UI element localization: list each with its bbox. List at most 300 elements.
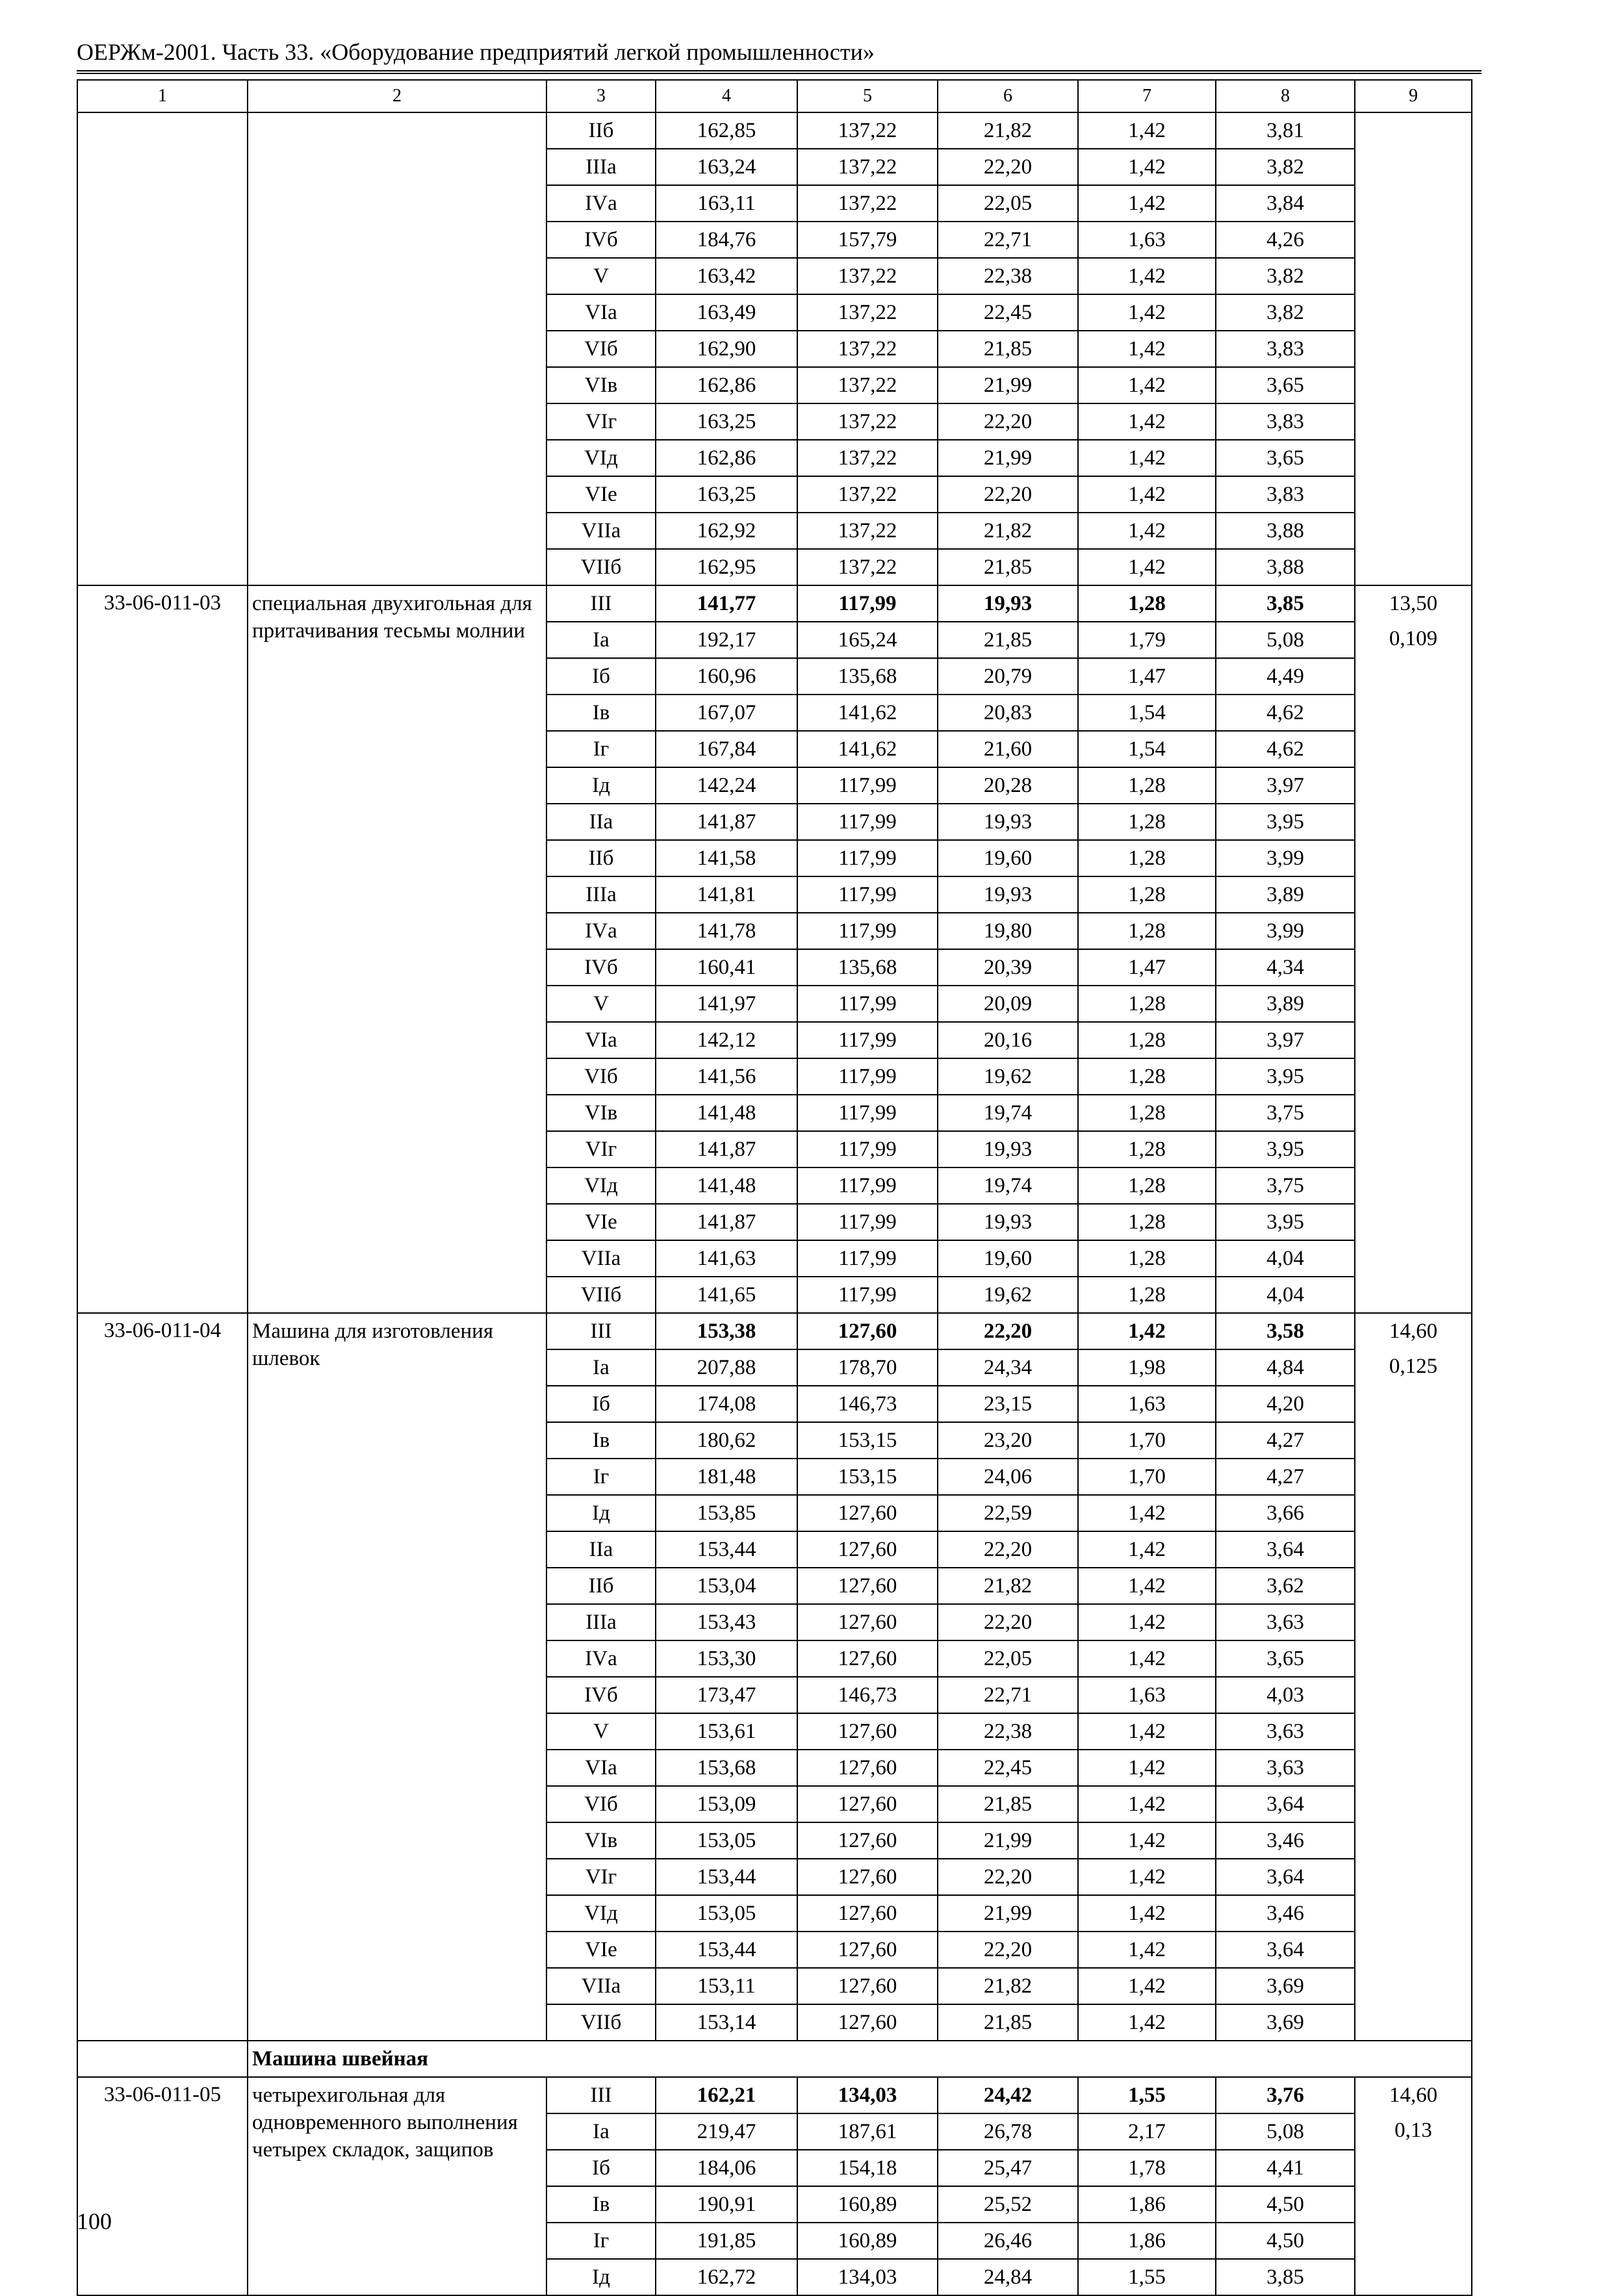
- value-cell: 160,96: [656, 658, 797, 695]
- value-cell: 1,28: [1078, 1240, 1216, 1277]
- value-cell: 1,42: [1078, 112, 1216, 149]
- value-cell: 1,42: [1078, 1713, 1216, 1750]
- value-cell: 141,97: [656, 986, 797, 1022]
- value-cell: 23,20: [938, 1422, 1078, 1459]
- value-cell: 3,64: [1216, 1932, 1355, 1968]
- zone-cell: VIе: [546, 1932, 656, 1968]
- value-cell: 1,63: [1078, 1386, 1216, 1422]
- value-cell: 4,27: [1216, 1459, 1355, 1495]
- value-cell: 127,60: [797, 1859, 938, 1895]
- value-cell: 21,99: [938, 1895, 1078, 1932]
- value-cell: 20,79: [938, 658, 1078, 695]
- position-code: [77, 112, 248, 585]
- value-cell: 1,47: [1078, 949, 1216, 986]
- value-cell: 3,97: [1216, 1022, 1355, 1058]
- value-cell: 3,64: [1216, 1859, 1355, 1895]
- value-cell: 4,50: [1216, 2186, 1355, 2223]
- value-cell: 3,82: [1216, 294, 1355, 331]
- value-cell: 3,83: [1216, 403, 1355, 440]
- value-cell: 4,04: [1216, 1277, 1355, 1313]
- value-cell: 21,99: [938, 440, 1078, 476]
- value-cell: 3,89: [1216, 986, 1355, 1022]
- value-cell: 117,99: [797, 1204, 938, 1240]
- value-cell: 1,42: [1078, 513, 1216, 549]
- value-cell: 1,28: [1078, 1095, 1216, 1131]
- value-cell: 3,69: [1216, 1968, 1355, 2004]
- value-cell: 1,42: [1078, 1531, 1216, 1568]
- value-cell: 184,76: [656, 222, 797, 258]
- value-cell: 22,05: [938, 185, 1078, 222]
- value-cell: 19,62: [938, 1277, 1078, 1313]
- position-code: 33-06-011-03: [77, 585, 248, 1313]
- value-cell: 137,22: [797, 331, 938, 367]
- value-cell: 127,60: [797, 1822, 938, 1859]
- value-cell: 153,14: [656, 2004, 797, 2041]
- value-cell: 153,61: [656, 1713, 797, 1750]
- value-cell: 3,95: [1216, 1131, 1355, 1167]
- value-cell: 127,60: [797, 1932, 938, 1968]
- value-cell: 141,87: [656, 1204, 797, 1240]
- column-number: 4: [656, 80, 797, 112]
- value-cell: 3,99: [1216, 840, 1355, 876]
- value-cell: 4,04: [1216, 1240, 1355, 1277]
- value-cell: 1,70: [1078, 1459, 1216, 1495]
- value-cell: 1,42: [1078, 331, 1216, 367]
- zone-cell: Iг: [546, 1459, 656, 1495]
- value-cell: 19,93: [938, 585, 1078, 622]
- value-cell: 25,47: [938, 2150, 1078, 2186]
- value-cell: 4,03: [1216, 1677, 1355, 1713]
- value-cell: 162,85: [656, 112, 797, 149]
- value-cell: 162,86: [656, 367, 797, 403]
- value-cell: 20,39: [938, 949, 1078, 986]
- value-cell: 22,20: [938, 1932, 1078, 1968]
- value-cell: 4,20: [1216, 1386, 1355, 1422]
- zone-cell: VIIа: [546, 513, 656, 549]
- zone-cell: VIб: [546, 1058, 656, 1095]
- rates-table: [77, 79, 1472, 2296]
- column-number: 8: [1216, 80, 1355, 112]
- zone-cell: VIг: [546, 1859, 656, 1895]
- value-cell: 141,48: [656, 1167, 797, 1204]
- value-cell: 153,15: [797, 1422, 938, 1459]
- zone-cell: III: [546, 2077, 656, 2113]
- zone-cell: IIIа: [546, 876, 656, 913]
- value-cell: 3,82: [1216, 149, 1355, 185]
- value-cell: 137,22: [797, 294, 938, 331]
- value-cell: 3,62: [1216, 1568, 1355, 1604]
- value-cell: 1,42: [1078, 1640, 1216, 1677]
- zone-cell: Iа: [546, 622, 656, 658]
- zone-cell: IIIа: [546, 149, 656, 185]
- value-cell: 163,42: [656, 258, 797, 294]
- value-cell: 160,89: [797, 2186, 938, 2223]
- position-name: четырехигольная для одновременного выполнения четырех складок, защипов: [248, 2077, 546, 2295]
- value-cell: 1,63: [1078, 1677, 1216, 1713]
- resource-note-value: 14,60: [1389, 1320, 1438, 1343]
- document-header: ОЕРЖм-2001. Часть 33. «Оборудование предприятий легкой промышленности»: [77, 39, 875, 65]
- value-cell: 21,85: [938, 549, 1078, 585]
- value-cell: 1,42: [1078, 149, 1216, 185]
- value-cell: 153,44: [656, 1932, 797, 1968]
- value-cell: 3,89: [1216, 876, 1355, 913]
- resource-note-value: 0,13: [1394, 2119, 1432, 2142]
- zone-cell: Iг: [546, 731, 656, 767]
- value-cell: 1,42: [1078, 1313, 1216, 1349]
- value-cell: 117,99: [797, 876, 938, 913]
- value-cell: 1,42: [1078, 403, 1216, 440]
- zone-cell: VIд: [546, 1895, 656, 1932]
- value-cell: 21,85: [938, 2004, 1078, 2041]
- position-name: специальная двухигольная для притачивания тесьмы молнии: [248, 585, 546, 1313]
- value-cell: 19,60: [938, 840, 1078, 876]
- value-cell: 22,38: [938, 258, 1078, 294]
- value-cell: 153,68: [656, 1750, 797, 1786]
- value-cell: 127,60: [797, 1968, 938, 2004]
- value-cell: 3,88: [1216, 549, 1355, 585]
- column-number: 1: [77, 80, 248, 112]
- value-cell: 1,55: [1078, 2077, 1216, 2113]
- value-cell: 21,99: [938, 1822, 1078, 1859]
- value-cell: 21,82: [938, 1968, 1078, 2004]
- value-cell: 142,24: [656, 767, 797, 804]
- position-code: 33-06-011-04: [77, 1313, 248, 2041]
- value-cell: 4,34: [1216, 949, 1355, 986]
- value-cell: 141,87: [656, 1131, 797, 1167]
- value-cell: 153,38: [656, 1313, 797, 1349]
- value-cell: 3,66: [1216, 1495, 1355, 1531]
- value-cell: 1,28: [1078, 1277, 1216, 1313]
- value-cell: 1,28: [1078, 1167, 1216, 1204]
- value-cell: 19,60: [938, 1240, 1078, 1277]
- value-cell: 1,42: [1078, 367, 1216, 403]
- value-cell: 137,22: [797, 258, 938, 294]
- value-cell: 141,78: [656, 913, 797, 949]
- value-cell: 157,79: [797, 222, 938, 258]
- position-name: [248, 112, 546, 585]
- value-cell: 1,42: [1078, 476, 1216, 513]
- zone-cell: Iб: [546, 1386, 656, 1422]
- value-cell: 141,48: [656, 1095, 797, 1131]
- value-cell: 5,08: [1216, 622, 1355, 658]
- value-cell: 1,28: [1078, 585, 1216, 622]
- value-cell: 1,42: [1078, 1895, 1216, 1932]
- zone-cell: VIд: [546, 1167, 656, 1204]
- table-row: [77, 1313, 1472, 1349]
- value-cell: 21,60: [938, 731, 1078, 767]
- value-cell: 163,25: [656, 476, 797, 513]
- table-row: [77, 2077, 1472, 2113]
- value-cell: 153,11: [656, 1968, 797, 2004]
- value-cell: 1,70: [1078, 1422, 1216, 1459]
- value-cell: 19,74: [938, 1167, 1078, 1204]
- value-cell: 1,28: [1078, 767, 1216, 804]
- value-cell: 26,46: [938, 2223, 1078, 2259]
- value-cell: 163,11: [656, 185, 797, 222]
- zone-cell: IIб: [546, 1568, 656, 1604]
- value-cell: 4,41: [1216, 2150, 1355, 2186]
- value-cell: 117,99: [797, 1167, 938, 1204]
- value-cell: 21,82: [938, 513, 1078, 549]
- resource-note-cell: [1355, 1313, 1472, 2041]
- value-cell: 163,49: [656, 294, 797, 331]
- column-number: 6: [938, 80, 1078, 112]
- value-cell: 2,17: [1078, 2113, 1216, 2150]
- zone-cell: VIIа: [546, 1240, 656, 1277]
- value-cell: 22,20: [938, 476, 1078, 513]
- value-cell: 19,93: [938, 1204, 1078, 1240]
- value-cell: 153,04: [656, 1568, 797, 1604]
- value-cell: 117,99: [797, 767, 938, 804]
- value-cell: 1,54: [1078, 731, 1216, 767]
- zone-cell: Iд: [546, 2259, 656, 2295]
- value-cell: 117,99: [797, 986, 938, 1022]
- value-cell: 127,60: [797, 1604, 938, 1640]
- value-cell: 1,42: [1078, 185, 1216, 222]
- value-cell: 153,43: [656, 1604, 797, 1640]
- value-cell: 22,20: [938, 1531, 1078, 1568]
- value-cell: 153,05: [656, 1895, 797, 1932]
- value-cell: 141,81: [656, 876, 797, 913]
- value-cell: 127,60: [797, 1895, 938, 1932]
- zone-cell: VIв: [546, 367, 656, 403]
- value-cell: 1,78: [1078, 2150, 1216, 2186]
- value-cell: 180,62: [656, 1422, 797, 1459]
- zone-cell: Iв: [546, 695, 656, 731]
- value-cell: 3,83: [1216, 476, 1355, 513]
- value-cell: 24,34: [938, 1349, 1078, 1386]
- value-cell: 21,85: [938, 622, 1078, 658]
- value-cell: 190,91: [656, 2186, 797, 2223]
- zone-cell: IIIа: [546, 1604, 656, 1640]
- value-cell: 1,42: [1078, 1968, 1216, 2004]
- value-cell: 1,42: [1078, 1568, 1216, 1604]
- value-cell: 22,71: [938, 1677, 1078, 1713]
- value-cell: 19,93: [938, 1131, 1078, 1167]
- value-cell: 3,63: [1216, 1750, 1355, 1786]
- value-cell: 3,95: [1216, 1058, 1355, 1095]
- value-cell: 4,26: [1216, 222, 1355, 258]
- value-cell: 3,95: [1216, 1204, 1355, 1240]
- value-cell: 173,47: [656, 1677, 797, 1713]
- value-cell: 117,99: [797, 1131, 938, 1167]
- value-cell: 162,21: [656, 2077, 797, 2113]
- table-row: [77, 112, 1472, 149]
- value-cell: 137,22: [797, 440, 938, 476]
- value-cell: 22,20: [938, 149, 1078, 185]
- column-number: 2: [248, 80, 546, 112]
- value-cell: 137,22: [797, 403, 938, 440]
- zone-cell: VIб: [546, 331, 656, 367]
- zone-cell: VIIа: [546, 1968, 656, 2004]
- value-cell: 1,42: [1078, 440, 1216, 476]
- value-cell: 1,28: [1078, 1131, 1216, 1167]
- value-cell: 3,85: [1216, 585, 1355, 622]
- zone-cell: Iа: [546, 2113, 656, 2150]
- value-cell: 3,63: [1216, 1713, 1355, 1750]
- value-cell: 127,60: [797, 2004, 938, 2041]
- value-cell: 1,79: [1078, 622, 1216, 658]
- value-cell: 4,27: [1216, 1422, 1355, 1459]
- zone-cell: V: [546, 258, 656, 294]
- value-cell: 24,84: [938, 2259, 1078, 2295]
- value-cell: 141,65: [656, 1277, 797, 1313]
- value-cell: 187,61: [797, 2113, 938, 2150]
- value-cell: 117,99: [797, 804, 938, 840]
- value-cell: 134,03: [797, 2077, 938, 2113]
- zone-cell: IVа: [546, 913, 656, 949]
- zone-cell: VIа: [546, 294, 656, 331]
- resource-note-value: 0,109: [1389, 627, 1438, 650]
- value-cell: 191,85: [656, 2223, 797, 2259]
- value-cell: 142,12: [656, 1022, 797, 1058]
- value-cell: 3,65: [1216, 367, 1355, 403]
- value-cell: 167,84: [656, 731, 797, 767]
- resource-note-value: 14,60: [1389, 2084, 1438, 2107]
- table-row: [77, 585, 1472, 622]
- value-cell: 127,60: [797, 1640, 938, 1677]
- zone-cell: VIд: [546, 440, 656, 476]
- value-cell: 1,98: [1078, 1349, 1216, 1386]
- value-cell: 4,62: [1216, 731, 1355, 767]
- zone-cell: IIб: [546, 112, 656, 149]
- zone-cell: IVа: [546, 1640, 656, 1677]
- value-cell: 20,16: [938, 1022, 1078, 1058]
- value-cell: 1,47: [1078, 658, 1216, 695]
- zone-cell: VIIб: [546, 549, 656, 585]
- value-cell: 141,63: [656, 1240, 797, 1277]
- value-cell: 19,62: [938, 1058, 1078, 1095]
- section-title: Машина швейная: [248, 2041, 1472, 2077]
- value-cell: 1,42: [1078, 294, 1216, 331]
- value-cell: 127,60: [797, 1786, 938, 1822]
- zone-cell: VIа: [546, 1022, 656, 1058]
- value-cell: 153,05: [656, 1822, 797, 1859]
- value-cell: 192,17: [656, 622, 797, 658]
- value-cell: 137,22: [797, 149, 938, 185]
- zone-cell: Iв: [546, 1422, 656, 1459]
- value-cell: 207,88: [656, 1349, 797, 1386]
- value-cell: 25,52: [938, 2186, 1078, 2223]
- zone-cell: Iв: [546, 2186, 656, 2223]
- resource-note-cell: [1355, 2077, 1472, 2295]
- zone-cell: VIе: [546, 476, 656, 513]
- value-cell: 1,86: [1078, 2186, 1216, 2223]
- value-cell: 3,95: [1216, 804, 1355, 840]
- value-cell: 1,28: [1078, 804, 1216, 840]
- value-cell: 1,42: [1078, 1750, 1216, 1786]
- value-cell: 141,58: [656, 840, 797, 876]
- value-cell: 3,46: [1216, 1822, 1355, 1859]
- zone-cell: Iг: [546, 2223, 656, 2259]
- value-cell: 181,48: [656, 1459, 797, 1495]
- value-cell: 127,60: [797, 1313, 938, 1349]
- value-cell: 137,22: [797, 185, 938, 222]
- value-cell: 1,54: [1078, 695, 1216, 731]
- value-cell: 3,97: [1216, 767, 1355, 804]
- value-cell: 219,47: [656, 2113, 797, 2150]
- value-cell: 22,20: [938, 1604, 1078, 1640]
- resource-note-cell: [1355, 112, 1472, 585]
- value-cell: 3,99: [1216, 913, 1355, 949]
- value-cell: 22,45: [938, 294, 1078, 331]
- value-cell: 153,09: [656, 1786, 797, 1822]
- value-cell: 1,42: [1078, 1822, 1216, 1859]
- value-cell: 22,45: [938, 1750, 1078, 1786]
- value-cell: 134,03: [797, 2259, 938, 2295]
- zone-cell: IVа: [546, 185, 656, 222]
- value-cell: 1,86: [1078, 2223, 1216, 2259]
- value-cell: 1,42: [1078, 2004, 1216, 2041]
- value-cell: 162,86: [656, 440, 797, 476]
- value-cell: 153,15: [797, 1459, 938, 1495]
- value-cell: 3,85: [1216, 2259, 1355, 2295]
- value-cell: 3,64: [1216, 1786, 1355, 1822]
- zone-cell: Iа: [546, 1349, 656, 1386]
- zone-cell: Iб: [546, 658, 656, 695]
- column-number: 5: [797, 80, 938, 112]
- resource-note-value: 13,50: [1389, 592, 1438, 615]
- value-cell: 4,62: [1216, 695, 1355, 731]
- value-cell: 1,28: [1078, 1204, 1216, 1240]
- value-cell: 22,20: [938, 1859, 1078, 1895]
- position-code: 33-06-011-05: [77, 2077, 248, 2295]
- value-cell: 19,93: [938, 876, 1078, 913]
- zone-cell: VIIб: [546, 2004, 656, 2041]
- value-cell: 22,71: [938, 222, 1078, 258]
- zone-cell: IIб: [546, 840, 656, 876]
- value-cell: 127,60: [797, 1750, 938, 1786]
- zone-cell: IIа: [546, 804, 656, 840]
- value-cell: 20,83: [938, 695, 1078, 731]
- value-cell: 3,84: [1216, 185, 1355, 222]
- zone-cell: IVб: [546, 1677, 656, 1713]
- value-cell: 1,28: [1078, 986, 1216, 1022]
- value-cell: 3,83: [1216, 331, 1355, 367]
- value-cell: 162,95: [656, 549, 797, 585]
- zone-cell: IIа: [546, 1531, 656, 1568]
- value-cell: 22,38: [938, 1713, 1078, 1750]
- value-cell: 127,60: [797, 1568, 938, 1604]
- zone-cell: IVб: [546, 222, 656, 258]
- value-cell: 3,63: [1216, 1604, 1355, 1640]
- value-cell: 117,99: [797, 840, 938, 876]
- value-cell: 163,25: [656, 403, 797, 440]
- zone-cell: III: [546, 585, 656, 622]
- value-cell: 162,72: [656, 2259, 797, 2295]
- value-cell: 141,62: [797, 731, 938, 767]
- value-cell: 137,22: [797, 549, 938, 585]
- value-cell: 4,50: [1216, 2223, 1355, 2259]
- table-body: [77, 80, 1472, 2295]
- value-cell: 137,22: [797, 367, 938, 403]
- value-cell: 22,59: [938, 1495, 1078, 1531]
- zone-cell: VIб: [546, 1786, 656, 1822]
- value-cell: 146,73: [797, 1677, 938, 1713]
- value-cell: 117,99: [797, 585, 938, 622]
- value-cell: 1,28: [1078, 913, 1216, 949]
- value-cell: 1,42: [1078, 1859, 1216, 1895]
- value-cell: 19,80: [938, 913, 1078, 949]
- value-cell: 167,07: [656, 695, 797, 731]
- zone-cell: VIе: [546, 1204, 656, 1240]
- value-cell: 127,60: [797, 1531, 938, 1568]
- zone-cell: VIг: [546, 403, 656, 440]
- value-cell: 117,99: [797, 1058, 938, 1095]
- zone-cell: VIв: [546, 1822, 656, 1859]
- value-cell: 153,44: [656, 1531, 797, 1568]
- value-cell: 21,99: [938, 367, 1078, 403]
